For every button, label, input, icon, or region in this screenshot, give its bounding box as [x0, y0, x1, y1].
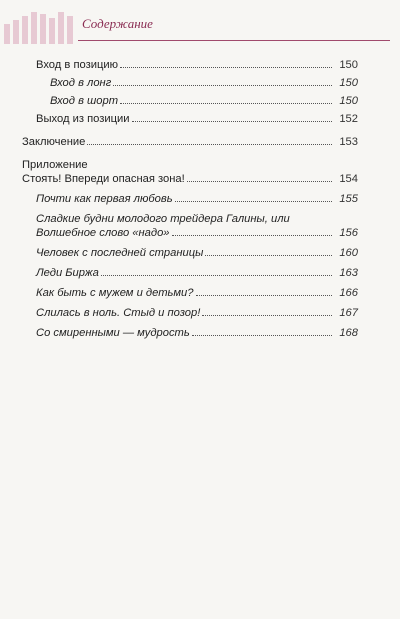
toc-entry-page: 153 [339, 136, 358, 148]
toc-entry-page: 150 [339, 59, 358, 71]
toc-leader [172, 235, 332, 236]
toc-entry-label: Волшебное слово «надо» [36, 227, 170, 239]
toc-entry-label: Выход из позиции [36, 113, 130, 125]
page-header-title: Содержание [82, 16, 153, 31]
toc-leader [101, 275, 332, 276]
toc-leader [120, 67, 332, 68]
toc-entry-page: 163 [339, 267, 358, 279]
toc-entry-page: 156 [339, 227, 358, 239]
toc-entry-page: 155 [339, 193, 358, 205]
toc-entry [22, 58, 358, 72]
toc-entry [22, 226, 358, 240]
toc-entry-page: 150 [339, 95, 358, 107]
toc-section-heading [22, 158, 358, 172]
toc-entry-label: Стоять! Впереди опасная зона! [22, 173, 185, 185]
header-divider [78, 40, 390, 41]
toc-entry-page: 167 [339, 307, 358, 319]
toc-entry [22, 172, 358, 186]
toc-leader [120, 103, 332, 104]
toc-entry [22, 326, 358, 340]
toc-leader [113, 85, 332, 86]
toc-leader [175, 201, 332, 202]
table-of-contents [22, 50, 358, 340]
toc-leader [132, 121, 332, 122]
toc-entry-label: Со смиренными — мудрость [36, 327, 190, 339]
toc-entry [22, 246, 358, 260]
toc-entry [22, 135, 358, 149]
toc-entry-label: Слилась в ноль. Стыд и позор! [36, 307, 201, 319]
toc-entry-label: Леди Биржа [36, 267, 99, 279]
toc-entry [22, 306, 358, 320]
toc-entry-page: 154 [339, 173, 358, 185]
toc-entry [22, 94, 358, 108]
decorative-bars-icon [4, 12, 73, 44]
toc-entry [22, 112, 358, 126]
toc-leader [87, 144, 332, 145]
toc-entry [22, 76, 358, 90]
toc-entry-page: 152 [339, 113, 358, 125]
toc-leader [205, 255, 332, 256]
toc-entry [22, 266, 358, 280]
toc-leader [192, 335, 332, 336]
toc-entry-page: 150 [339, 77, 358, 89]
toc-entry-label: Человек с последней страницы [36, 247, 204, 259]
toc-leader [187, 181, 332, 182]
toc-entry-label: Сладкие будни молодого трейдера Галины, или [36, 213, 290, 225]
toc-entry-page: 168 [339, 327, 358, 339]
toc-leader [202, 315, 332, 316]
toc-entry-label: Как быть с мужем и детьми? [36, 287, 194, 299]
toc-entry-label: Приложение [22, 159, 88, 171]
toc-entry-label: Вход в позицию [36, 59, 119, 71]
toc-entry-label: Заключение [22, 136, 86, 148]
toc-entry-label: Вход в лонг [50, 77, 112, 89]
toc-entry-label: Почти как первая любовь [36, 193, 173, 205]
toc-leader [196, 295, 332, 296]
toc-entry-label: Вход в шорт [50, 95, 119, 107]
toc-entry-page: 166 [339, 287, 358, 299]
toc-entry-line [22, 212, 358, 226]
toc-entry [22, 192, 358, 206]
toc-entry [22, 286, 358, 300]
toc-entry-page: 160 [339, 247, 358, 259]
